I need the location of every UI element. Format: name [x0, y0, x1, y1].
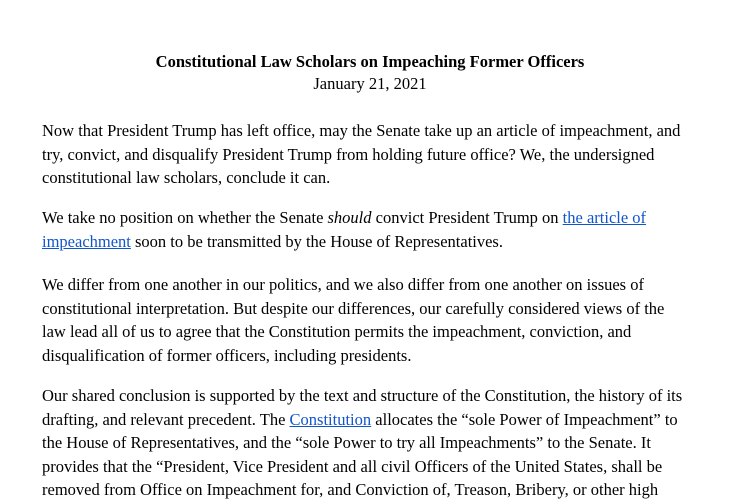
article-of-impeachment-link-continued[interactable]: impeachment — [42, 231, 131, 251]
paragraph-no-position — [42, 206, 712, 253]
paragraph-differences — [42, 273, 712, 367]
constitution-link[interactable]: Constitution — [289, 409, 372, 429]
paragraph-line — [42, 206, 712, 230]
paragraph-line: constitutional law scholars, conclude it can. — [42, 168, 331, 188]
text-run: convict President Trump on — [371, 208, 563, 227]
italic-should: should — [327, 208, 372, 227]
paragraph-line: provides that the “President, Vice President and all civil Officers of the United States, shall be — [42, 456, 663, 476]
paragraph-line: Now that President Trump has left office, may the Senate take up an article of impeachment, and — [42, 121, 681, 140]
paragraph-line: try, convict, and disqualify President Trump from holding future office? We, the undersigned — [42, 144, 655, 164]
paragraph-line: Our shared conclusion is supported by the text and structure of the Constitution, the history of its — [42, 386, 683, 405]
paragraph-line: constitutional interpretation. But despite our differences, our carefully considered views of the — [42, 298, 665, 318]
paragraph-shared-conclusion — [42, 384, 712, 502]
paragraph-line — [42, 230, 712, 254]
paragraph-line: removed from Office on Impeachment for, and Conviction of, Treason, Bribery, or other high — [42, 480, 659, 500]
document-title: Constitutional Law Scholars on Impeaching Former Officers — [155, 52, 585, 71]
text-run: allocates the “sole Power of Impeachment” to — [371, 409, 678, 429]
paragraph-line: the House of Representatives, and the “sole Power to try all Impeachments” to the Senate. It — [42, 433, 651, 453]
paragraph-line: disqualification of former officers, including presidents. — [42, 345, 412, 365]
paragraph-line: law lead all of us to agree that the Constitution permits the impeachment, conviction, and — [42, 322, 632, 342]
article-of-impeachment-link[interactable]: the article of — [562, 208, 647, 227]
text-run: We take no position on whether the Senate — [42, 208, 328, 227]
document-date: January 21, 2021 — [313, 74, 427, 93]
paragraph-line: We differ from one another in our politics, and we also differ from one another on issues of — [42, 275, 644, 294]
paragraph-line — [42, 408, 712, 432]
text-run: drafting, and relevant precedent. The — [42, 409, 290, 429]
text-run: soon to be transmitted by the House of Representatives. — [130, 231, 503, 251]
paragraph-intro — [42, 119, 712, 190]
